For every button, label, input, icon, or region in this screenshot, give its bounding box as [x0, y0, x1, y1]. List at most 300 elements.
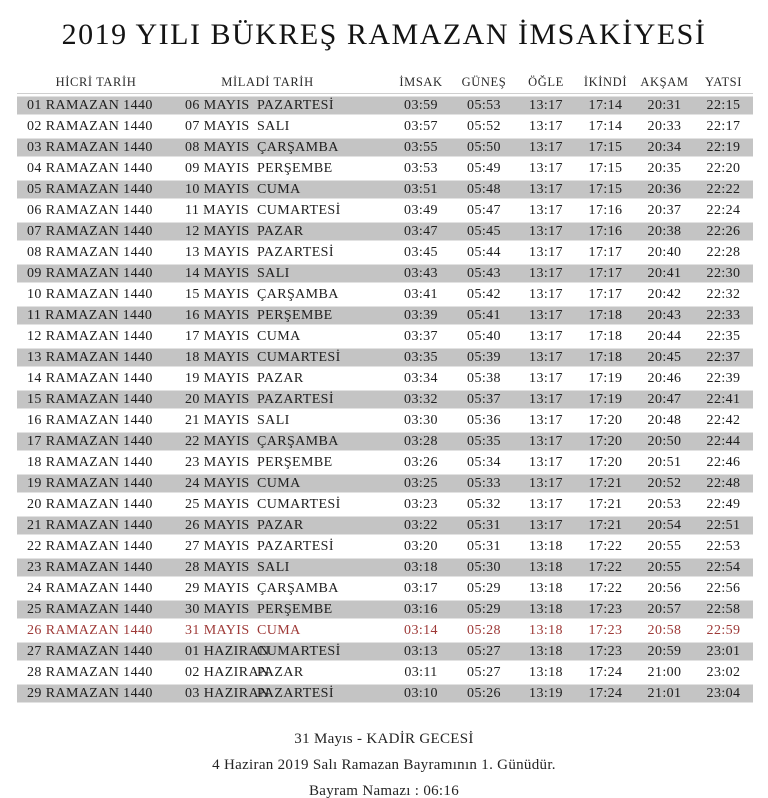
time-cell-imsak: 03:35 [404, 349, 438, 365]
time-cell-aksam: 20:59 [647, 643, 682, 659]
time-cell-imsak: 03:30 [404, 412, 438, 428]
time-cell-ikindi: 17:15 [588, 139, 623, 155]
table-body [17, 95, 753, 704]
hijri-date-cell: 21 RAMAZAN 1440 [27, 517, 153, 533]
table-row [17, 263, 753, 284]
time-cell-ikindi: 17:17 [588, 286, 623, 302]
time-cell-yatsi: 22:48 [706, 475, 741, 491]
weekday-cell: CUMARTESİ [257, 643, 341, 659]
time-cell-gunes: 05:43 [467, 265, 501, 281]
time-cell-aksam: 20:40 [647, 244, 682, 260]
time-cell-gunes: 05:33 [467, 475, 501, 491]
time-cell-ogle: 13:17 [529, 475, 563, 491]
table-row [17, 326, 753, 347]
weekday-cell: PERŞEMBE [257, 160, 333, 176]
time-cell-ikindi: 17:19 [588, 391, 623, 407]
gregorian-date-cell: 20 MAYIS [185, 391, 250, 407]
time-cell-aksam: 20:57 [647, 601, 682, 617]
header-ogle: ÖĞLE [528, 75, 564, 89]
time-cell-imsak: 03:13 [404, 643, 438, 659]
gregorian-date-cell: 22 MAYIS [185, 433, 250, 449]
table-row [17, 683, 753, 704]
time-cell-gunes: 05:35 [467, 433, 501, 449]
time-cell-ogle: 13:17 [529, 160, 563, 176]
weekday-cell: PAZARTESİ [257, 97, 334, 113]
hijri-date-cell: 14 RAMAZAN 1440 [27, 370, 153, 386]
time-cell-imsak: 03:23 [404, 496, 438, 512]
time-cell-yatsi: 22:24 [706, 202, 741, 218]
gregorian-date-cell: 27 MAYIS [185, 538, 250, 554]
time-cell-yatsi: 22:49 [706, 496, 741, 512]
table-row [17, 158, 753, 179]
time-cell-gunes: 05:42 [467, 286, 501, 302]
hijri-date-cell: 09 RAMAZAN 1440 [27, 265, 153, 281]
table-row [17, 284, 753, 305]
time-cell-imsak: 03:16 [404, 601, 438, 617]
time-cell-aksam: 20:44 [647, 328, 682, 344]
hijri-date-cell: 22 RAMAZAN 1440 [27, 538, 153, 554]
time-cell-ikindi: 17:24 [588, 664, 623, 680]
time-cell-yatsi: 22:17 [706, 118, 741, 134]
time-cell-ikindi: 17:24 [588, 685, 623, 701]
gregorian-date-cell: 25 MAYIS [185, 496, 250, 512]
time-cell-yatsi: 22:53 [706, 538, 741, 554]
hijri-date-cell: 03 RAMAZAN 1440 [27, 139, 153, 155]
time-cell-ikindi: 17:21 [588, 517, 623, 533]
time-cell-aksam: 20:52 [647, 475, 682, 491]
time-cell-gunes: 05:37 [467, 391, 501, 407]
time-cell-ikindi: 17:15 [588, 160, 623, 176]
header-hicri-tarih: HİCRİ TARİH [55, 75, 137, 89]
time-cell-yatsi: 22:54 [706, 559, 741, 575]
table-row [17, 137, 753, 158]
gregorian-date-cell: 17 MAYIS [185, 328, 250, 344]
weekday-cell: ÇARŞAMBA [257, 286, 339, 302]
time-cell-imsak: 03:34 [404, 370, 438, 386]
weekday-cell: PAZARTESİ [257, 391, 334, 407]
time-cell-imsak: 03:11 [404, 664, 438, 680]
time-cell-aksam: 20:51 [647, 454, 682, 470]
time-cell-ogle: 13:17 [529, 391, 563, 407]
table-row [17, 368, 753, 389]
time-cell-ikindi: 17:22 [588, 538, 623, 554]
weekday-cell: PERŞEMBE [257, 454, 333, 470]
time-cell-ikindi: 17:19 [588, 370, 623, 386]
header-imsak: İMSAK [399, 75, 443, 89]
time-cell-gunes: 05:29 [467, 601, 501, 617]
time-cell-ogle: 13:17 [529, 286, 563, 302]
gregorian-date-cell: 11 MAYIS [185, 202, 250, 218]
time-cell-yatsi: 22:41 [706, 391, 741, 407]
time-cell-ikindi: 17:18 [588, 307, 623, 323]
time-cell-gunes: 05:27 [467, 643, 501, 659]
time-cell-imsak: 03:20 [404, 538, 438, 554]
weekday-cell: SALI [257, 412, 290, 428]
time-cell-ogle: 13:17 [529, 454, 563, 470]
gregorian-date-cell: 30 MAYIS [185, 601, 250, 617]
time-cell-ikindi: 17:16 [588, 202, 623, 218]
hijri-date-cell: 10 RAMAZAN 1440 [27, 286, 153, 302]
time-cell-ogle: 13:17 [529, 181, 563, 197]
time-cell-aksam: 20:45 [647, 349, 682, 365]
time-cell-gunes: 05:26 [467, 685, 501, 701]
time-cell-aksam: 21:00 [647, 664, 682, 680]
time-cell-gunes: 05:47 [467, 202, 501, 218]
table-row [17, 221, 753, 242]
time-cell-aksam: 20:50 [647, 433, 682, 449]
gregorian-date-cell: 18 MAYIS [185, 349, 250, 365]
time-cell-ikindi: 17:18 [588, 328, 623, 344]
page-title: 2019 YILI BÜKREŞ RAMAZAN İMSAKİYESİ [61, 18, 707, 51]
time-cell-aksam: 20:47 [647, 391, 682, 407]
time-cell-ikindi: 17:23 [588, 622, 623, 638]
gregorian-date-cell: 19 MAYIS [185, 370, 250, 386]
weekday-cell: CUMA [257, 622, 301, 638]
table-row [17, 452, 753, 473]
time-cell-ikindi: 17:22 [588, 580, 623, 596]
time-cell-ikindi: 17:20 [588, 454, 623, 470]
time-cell-aksam: 20:37 [647, 202, 682, 218]
time-cell-gunes: 05:31 [467, 538, 501, 554]
weekday-cell: PAZARTESİ [257, 244, 334, 260]
time-cell-yatsi: 22:58 [706, 601, 741, 617]
time-cell-aksam: 20:46 [647, 370, 682, 386]
time-cell-ikindi: 17:23 [588, 643, 623, 659]
weekday-cell: ÇARŞAMBA [257, 139, 339, 155]
header-miladi-tarih: MİLADİ TARİH [221, 75, 314, 89]
time-cell-ogle: 13:17 [529, 370, 563, 386]
hijri-date-cell: 07 RAMAZAN 1440 [27, 223, 153, 239]
hijri-date-cell: 11 RAMAZAN 1440 [27, 307, 153, 323]
time-cell-ikindi: 17:21 [588, 475, 623, 491]
time-cell-yatsi: 22:19 [706, 139, 741, 155]
time-cell-ikindi: 17:14 [588, 118, 623, 134]
time-cell-aksam: 20:41 [647, 265, 682, 281]
table-header-row [17, 64, 753, 94]
time-cell-ogle: 13:18 [529, 622, 563, 638]
hijri-date-cell: 16 RAMAZAN 1440 [27, 412, 153, 428]
weekday-cell: PAZAR [257, 664, 304, 680]
time-cell-ogle: 13:17 [529, 244, 563, 260]
time-cell-ogle: 13:18 [529, 580, 563, 596]
time-cell-ogle: 13:17 [529, 118, 563, 134]
time-cell-yatsi: 22:22 [706, 181, 741, 197]
time-cell-ogle: 13:17 [529, 307, 563, 323]
gregorian-date-cell: 15 MAYIS [185, 286, 250, 302]
hijri-date-cell: 20 RAMAZAN 1440 [27, 496, 153, 512]
gregorian-date-cell: 16 MAYIS [185, 307, 250, 323]
time-cell-gunes: 05:39 [467, 349, 501, 365]
time-cell-yatsi: 22:32 [706, 286, 741, 302]
time-cell-yatsi: 22:46 [706, 454, 741, 470]
time-cell-ikindi: 17:22 [588, 559, 623, 575]
gregorian-date-cell: 12 MAYIS [185, 223, 250, 239]
weekday-cell: PERŞEMBE [257, 307, 333, 323]
time-cell-ikindi: 17:18 [588, 349, 623, 365]
bayram-day-note: 4 Haziran 2019 Salı Ramazan Bayramının 1. Günüdür. [212, 757, 556, 773]
table-row [17, 536, 753, 557]
time-cell-ogle: 13:18 [529, 643, 563, 659]
time-cell-imsak: 03:51 [404, 181, 438, 197]
hijri-date-cell: 15 RAMAZAN 1440 [27, 391, 153, 407]
table-row [17, 599, 753, 620]
time-cell-gunes: 05:27 [467, 664, 501, 680]
weekday-cell: CUMARTESİ [257, 496, 341, 512]
time-cell-aksam: 20:53 [647, 496, 682, 512]
time-cell-yatsi: 23:04 [706, 685, 741, 701]
gregorian-date-cell: 01 HAZIRAN [185, 643, 270, 659]
table-row [17, 116, 753, 137]
gregorian-date-cell: 14 MAYIS [185, 265, 250, 281]
time-cell-imsak: 03:45 [404, 244, 438, 260]
hijri-date-cell: 06 RAMAZAN 1440 [27, 202, 153, 218]
time-cell-gunes: 05:40 [467, 328, 501, 344]
weekday-cell: CUMA [257, 328, 301, 344]
time-cell-aksam: 20:54 [647, 517, 682, 533]
time-cell-aksam: 20:33 [647, 118, 682, 134]
time-cell-aksam: 20:31 [647, 97, 682, 113]
table-row [17, 662, 753, 683]
weekday-cell: SALI [257, 559, 290, 575]
weekday-cell: SALI [257, 265, 290, 281]
time-cell-yatsi: 22:37 [706, 349, 741, 365]
time-cell-ikindi: 17:16 [588, 223, 623, 239]
time-cell-gunes: 05:44 [467, 244, 501, 260]
hijri-date-cell: 02 RAMAZAN 1440 [27, 118, 153, 134]
time-cell-yatsi: 22:56 [706, 580, 741, 596]
time-cell-yatsi: 22:59 [706, 622, 741, 638]
time-cell-imsak: 03:49 [404, 202, 438, 218]
table-row [17, 578, 753, 599]
weekday-cell: PAZAR [257, 223, 304, 239]
time-cell-yatsi: 22:30 [706, 265, 741, 281]
time-cell-imsak: 03:59 [404, 97, 438, 113]
time-cell-aksam: 20:58 [647, 622, 682, 638]
time-cell-gunes: 05:30 [467, 559, 501, 575]
time-cell-yatsi: 22:42 [706, 412, 741, 428]
time-cell-ikindi: 17:15 [588, 181, 623, 197]
time-cell-yatsi: 22:28 [706, 244, 741, 260]
time-cell-ikindi: 17:20 [588, 412, 623, 428]
hijri-date-cell: 19 RAMAZAN 1440 [27, 475, 153, 491]
gregorian-date-cell: 28 MAYIS [185, 559, 250, 575]
bayram-namazi-time: Bayram Namazı : 06:16 [308, 783, 459, 798]
gregorian-date-cell: 07 MAYIS [185, 118, 250, 134]
table-row [17, 200, 753, 221]
hijri-date-cell: 24 RAMAZAN 1440 [27, 580, 153, 596]
time-cell-yatsi: 23:01 [706, 643, 741, 659]
time-cell-ogle: 13:18 [529, 601, 563, 617]
time-cell-gunes: 05:32 [467, 496, 501, 512]
gregorian-date-cell: 10 MAYIS [185, 181, 250, 197]
hijri-date-cell: 27 RAMAZAN 1440 [27, 643, 153, 659]
weekday-cell: SALI [257, 118, 290, 134]
header-ikindi: İKİNDİ [583, 75, 628, 89]
time-cell-gunes: 05:50 [467, 139, 501, 155]
time-cell-aksam: 20:42 [647, 286, 682, 302]
time-cell-ikindi: 17:20 [588, 433, 623, 449]
gregorian-date-cell: 06 MAYIS [185, 97, 250, 113]
time-cell-imsak: 03:26 [404, 454, 438, 470]
gregorian-date-cell: 21 MAYIS [185, 412, 250, 428]
table-row [17, 515, 753, 536]
gregorian-date-cell: 08 MAYIS [185, 139, 250, 155]
time-cell-imsak: 03:17 [404, 580, 438, 596]
hijri-date-cell: 12 RAMAZAN 1440 [27, 328, 153, 344]
time-cell-aksam: 20:35 [647, 160, 682, 176]
hijri-date-cell: 29 RAMAZAN 1440 [27, 685, 153, 701]
time-cell-ogle: 13:17 [529, 349, 563, 365]
time-cell-aksam: 20:55 [647, 559, 682, 575]
table-row [17, 347, 753, 368]
table-row [17, 389, 753, 410]
header-aksam: AKŞAM [640, 75, 689, 89]
weekday-cell: CUMA [257, 181, 301, 197]
time-cell-gunes: 05:38 [467, 370, 501, 386]
time-cell-ogle: 13:17 [529, 265, 563, 281]
time-cell-gunes: 05:34 [467, 454, 501, 470]
time-cell-yatsi: 22:44 [706, 433, 741, 449]
time-cell-imsak: 03:41 [404, 286, 438, 302]
time-cell-gunes: 05:52 [467, 118, 501, 134]
time-cell-ogle: 13:18 [529, 559, 563, 575]
table-row [17, 473, 753, 494]
time-cell-imsak: 03:37 [404, 328, 438, 344]
time-cell-imsak: 03:53 [404, 160, 438, 176]
hijri-date-cell: 18 RAMAZAN 1440 [27, 454, 153, 470]
time-cell-yatsi: 22:15 [706, 97, 741, 113]
time-cell-gunes: 05:48 [467, 181, 501, 197]
time-cell-ikindi: 17:21 [588, 496, 623, 512]
table-row [17, 179, 753, 200]
time-cell-gunes: 05:29 [467, 580, 501, 596]
gregorian-date-cell: 23 MAYIS [185, 454, 250, 470]
hijri-date-cell: 05 RAMAZAN 1440 [27, 181, 153, 197]
time-cell-imsak: 03:32 [404, 391, 438, 407]
weekday-cell: CUMARTESİ [257, 349, 341, 365]
time-cell-aksam: 20:36 [647, 181, 682, 197]
table-row [17, 242, 753, 263]
time-cell-imsak: 03:55 [404, 139, 438, 155]
time-cell-yatsi: 22:20 [706, 160, 741, 176]
time-cell-gunes: 05:45 [467, 223, 501, 239]
weekday-cell: CUMARTESİ [257, 202, 341, 218]
time-cell-ogle: 13:18 [529, 664, 563, 680]
time-cell-imsak: 03:14 [404, 622, 438, 638]
time-cell-ogle: 13:17 [529, 202, 563, 218]
weekday-cell: PERŞEMBE [257, 601, 333, 617]
time-cell-imsak: 03:43 [404, 265, 438, 281]
hijri-date-cell: 25 RAMAZAN 1440 [27, 601, 153, 617]
time-cell-ogle: 13:17 [529, 139, 563, 155]
hijri-date-cell: 01 RAMAZAN 1440 [27, 97, 153, 113]
hijri-date-cell: 08 RAMAZAN 1440 [27, 244, 153, 260]
time-cell-aksam: 20:38 [647, 223, 682, 239]
header-gunes: GÜNEŞ [461, 75, 507, 89]
time-cell-ogle: 13:17 [529, 223, 563, 239]
time-cell-aksam: 21:01 [647, 685, 682, 701]
weekday-cell: CUMA [257, 475, 301, 491]
time-cell-yatsi: 22:26 [706, 223, 741, 239]
weekday-cell: PAZARTESİ [257, 685, 334, 701]
gregorian-date-cell: 29 MAYIS [185, 580, 250, 596]
gregorian-date-cell: 13 MAYIS [185, 244, 250, 260]
time-cell-yatsi: 22:39 [706, 370, 741, 386]
time-cell-ogle: 13:18 [529, 538, 563, 554]
time-cell-imsak: 03:25 [404, 475, 438, 491]
time-cell-imsak: 03:22 [404, 517, 438, 533]
gregorian-date-cell: 31 MAYIS [185, 622, 250, 638]
hijri-date-cell: 04 RAMAZAN 1440 [27, 160, 153, 176]
time-cell-yatsi: 23:02 [706, 664, 741, 680]
hijri-date-cell: 23 RAMAZAN 1440 [27, 559, 153, 575]
hijri-date-cell: 28 RAMAZAN 1440 [27, 664, 153, 680]
kadir-gecesi-note: 31 Mayıs - KADİR GECESİ [294, 731, 474, 747]
footer-notes [0, 726, 768, 798]
time-cell-ikindi: 17:23 [588, 601, 623, 617]
time-cell-ikindi: 17:17 [588, 265, 623, 281]
gregorian-date-cell: 09 MAYIS [185, 160, 250, 176]
hijri-date-cell: 26 RAMAZAN 1440 [27, 622, 153, 638]
table-row [17, 620, 753, 641]
time-cell-ogle: 13:17 [529, 517, 563, 533]
weekday-cell: PAZAR [257, 370, 304, 386]
hijri-date-cell: 13 RAMAZAN 1440 [27, 349, 153, 365]
table-row [17, 305, 753, 326]
time-cell-imsak: 03:10 [404, 685, 438, 701]
time-cell-ikindi: 17:14 [588, 97, 623, 113]
gregorian-date-cell: 26 MAYIS [185, 517, 250, 533]
table-row [17, 557, 753, 578]
time-cell-yatsi: 22:51 [706, 517, 741, 533]
time-cell-ogle: 13:19 [529, 685, 563, 701]
time-cell-aksam: 20:56 [647, 580, 682, 596]
table-row [17, 431, 753, 452]
time-cell-ogle: 13:17 [529, 328, 563, 344]
time-cell-aksam: 20:43 [647, 307, 682, 323]
weekday-cell: PAZAR [257, 517, 304, 533]
table-row [17, 641, 753, 662]
time-cell-imsak: 03:28 [404, 433, 438, 449]
time-cell-imsak: 03:39 [404, 307, 438, 323]
table-row [17, 410, 753, 431]
time-cell-ogle: 13:17 [529, 496, 563, 512]
time-cell-gunes: 05:28 [467, 622, 501, 638]
time-cell-gunes: 05:53 [467, 97, 501, 113]
time-cell-ogle: 13:17 [529, 412, 563, 428]
gregorian-date-cell: 24 MAYIS [185, 475, 250, 491]
time-cell-gunes: 05:41 [467, 307, 501, 323]
time-cell-imsak: 03:47 [404, 223, 438, 239]
weekday-cell: ÇARŞAMBA [257, 433, 339, 449]
time-cell-gunes: 05:49 [467, 160, 501, 176]
time-cell-aksam: 20:34 [647, 139, 682, 155]
weekday-cell: PAZARTESİ [257, 538, 334, 554]
time-cell-gunes: 05:31 [467, 517, 501, 533]
gregorian-date-cell: 02 HAZIRAN [185, 664, 270, 680]
time-cell-yatsi: 22:35 [706, 328, 741, 344]
table-row [17, 494, 753, 515]
time-cell-imsak: 03:18 [404, 559, 438, 575]
time-cell-yatsi: 22:33 [706, 307, 741, 323]
table-row [17, 95, 753, 116]
time-cell-imsak: 03:57 [404, 118, 438, 134]
header-yatsi: YATSI [704, 75, 743, 89]
time-cell-aksam: 20:55 [647, 538, 682, 554]
time-cell-aksam: 20:48 [647, 412, 682, 428]
hijri-date-cell: 17 RAMAZAN 1440 [27, 433, 153, 449]
weekday-cell: ÇARŞAMBA [257, 580, 339, 596]
